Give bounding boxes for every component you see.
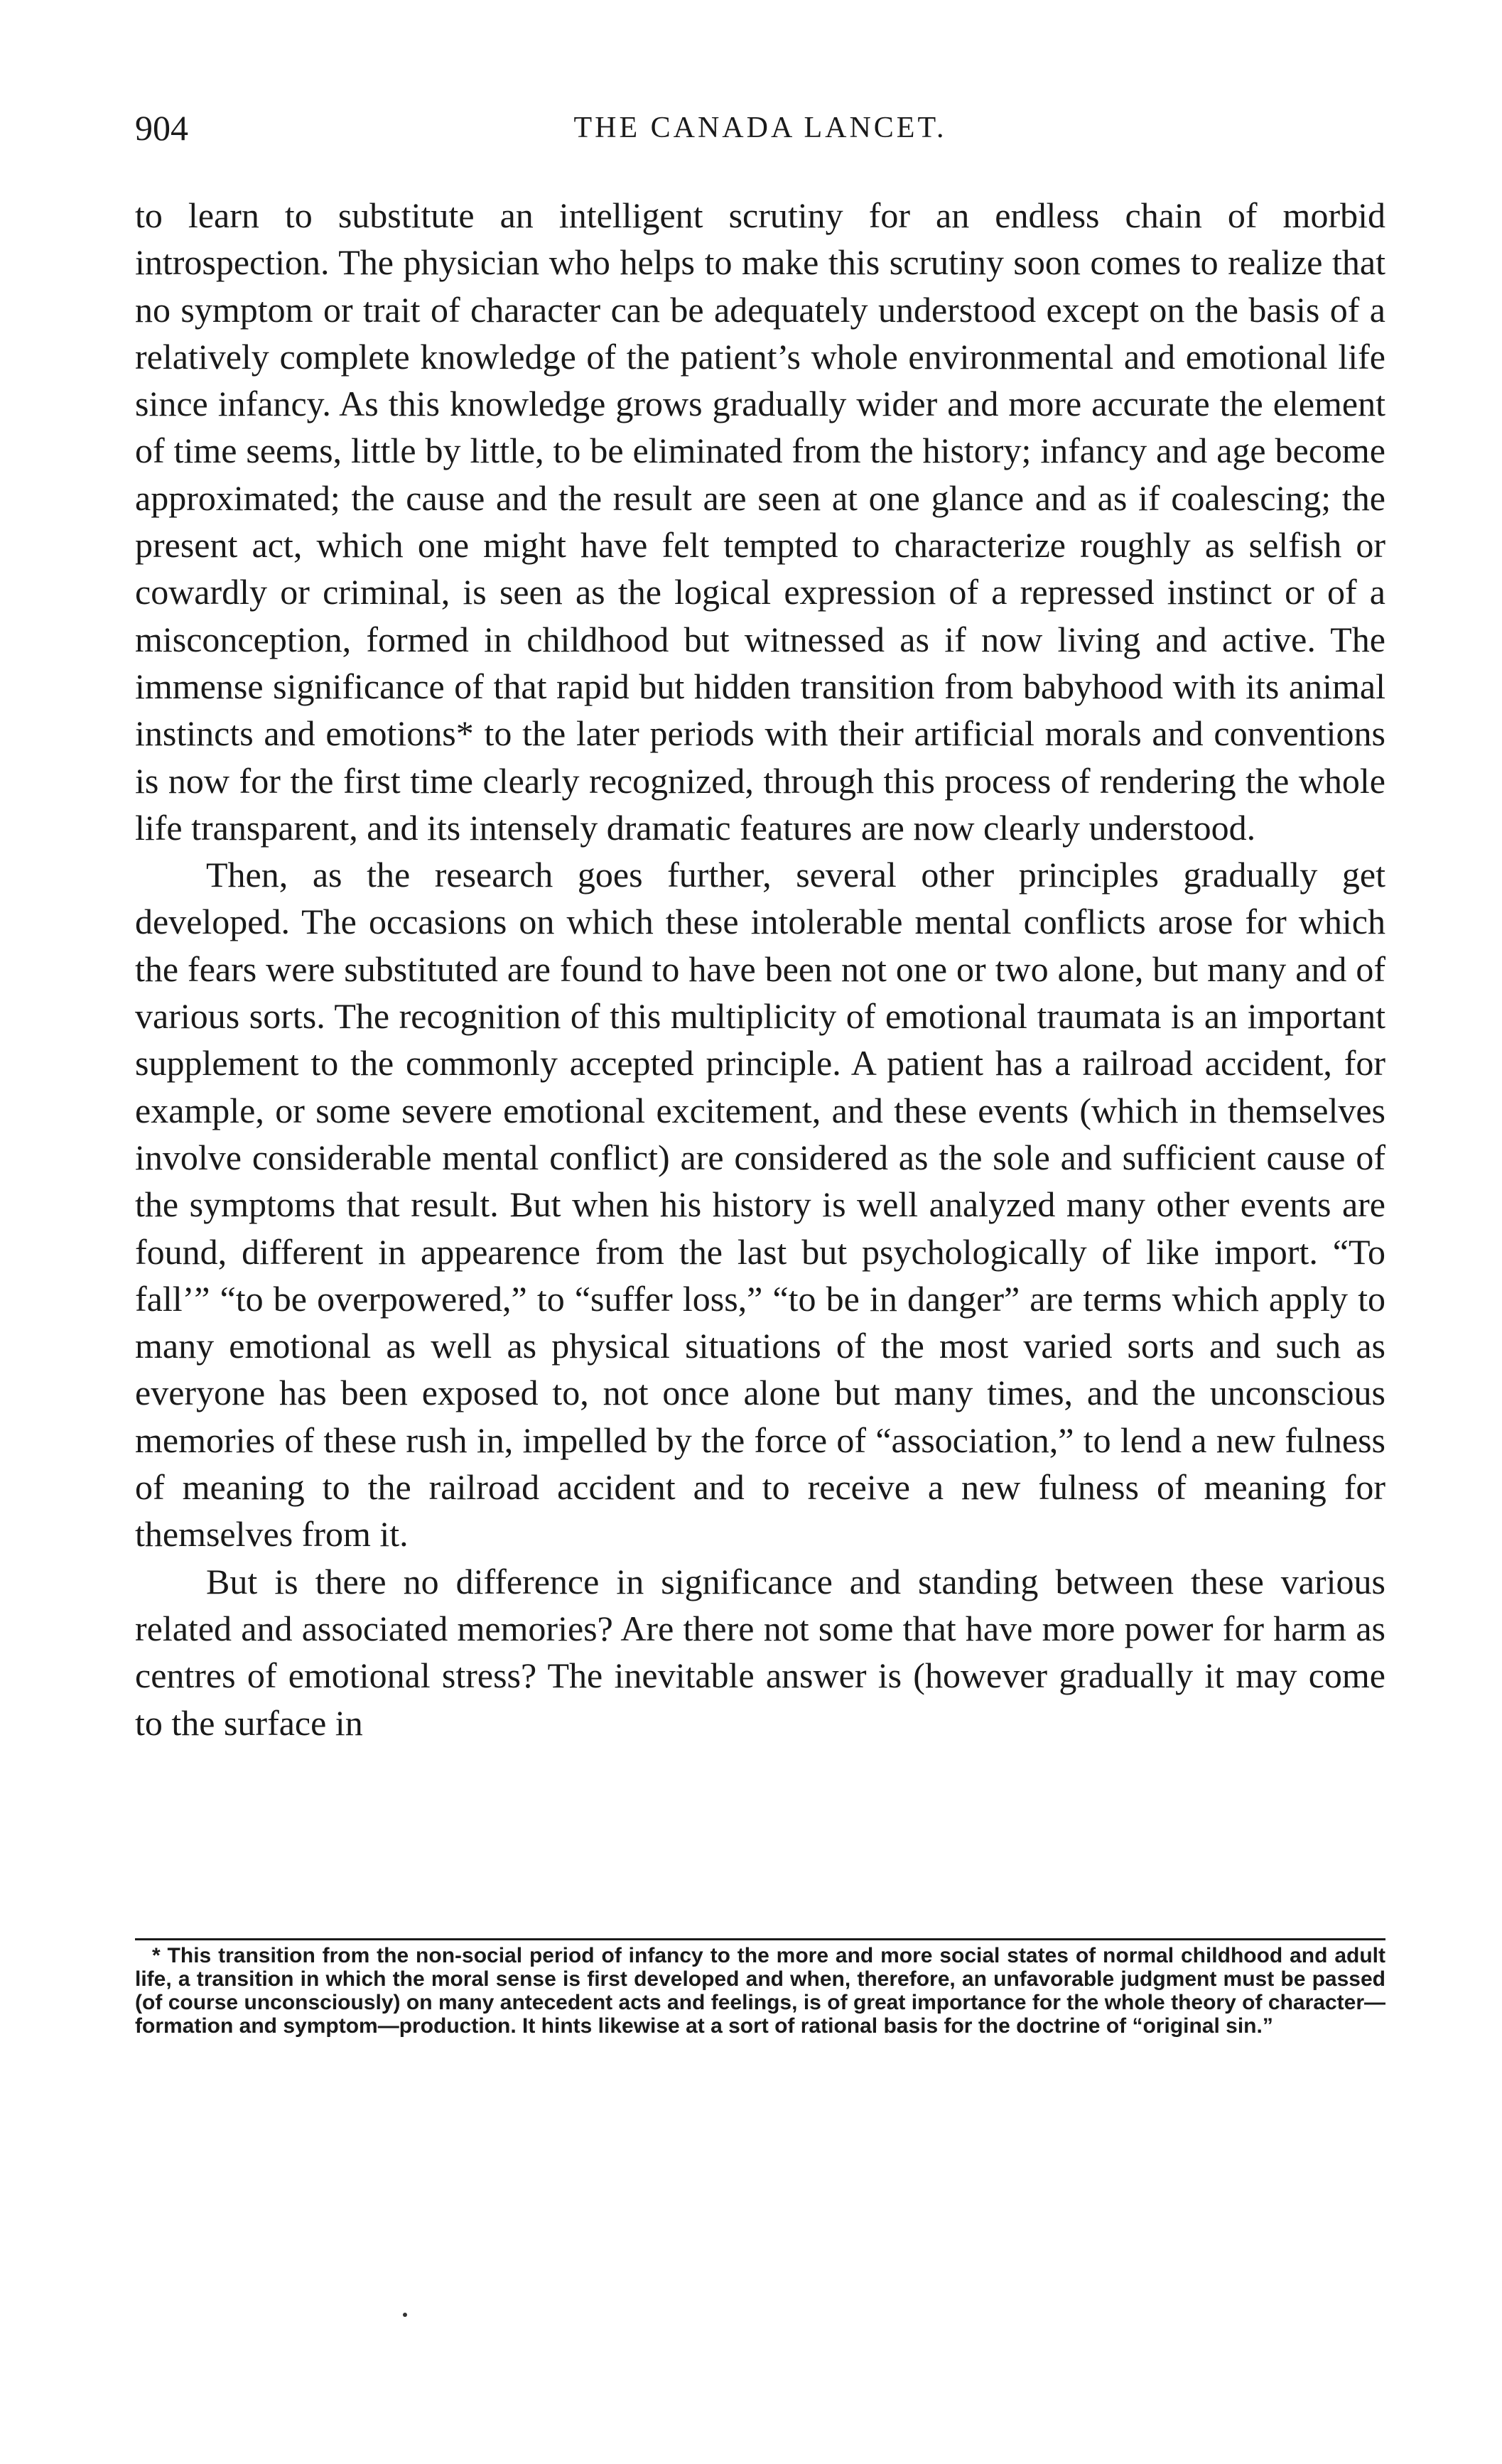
page-number: 904 xyxy=(135,108,188,148)
body-text xyxy=(135,192,1385,1746)
running-head: THE CANADA LANCET. xyxy=(573,112,947,144)
footnote-rule xyxy=(135,1938,1385,1940)
footnote xyxy=(135,1944,1385,2038)
page-header xyxy=(135,107,1385,149)
paragraph: But is there no difference in significance and standing between these various related and associated memories? Are there not some that have more power for harm as centres of emotional stress? The inevitable answer is (however gradually it may come to the surface in xyxy=(135,1561,1385,1743)
paragraph: Then, as the research goes further, several other principles gradually get developed. The occasions on which these intolerable mental conflicts arose for which the fears were substituted are found to have been not one or two alone, but many and of various sorts. The recognition of this multiplicity of emotional traumata is an important supplement to the commonly accepted principle. A patient has a railroad accident, for example, or some severe emotional excitement, and these events (which in themselves involve considerable mental conflict) are considered as the sole and sufficient cause of the symptoms that result. But when his history is well analyzed many other events are found, different in appearence from the last but psychologically of like import. “To fall’” “to be overpowered,” to “suffer loss,” “to be in danger” are terms which apply to many emotional as well as physical situations of the most varied sorts and such as everyone has been exposed to, not once alone but many times, and the unconscious memories of these rush in, impelled by the force of “association,” to lend a new fulness of meaning to the railroad accident and to receive a new fulness of meaning for themselves from it. xyxy=(135,855,1385,1555)
paragraph-continued: to learn to substitute an intelligent scrutiny for an endless chain of morbid introspection. The physician who helps to make this scrutiny soon comes to realize that no symptom or trait of character can be adequately understood except on the basis of a relatively complete knowledge of the patient’s whole environmental and emotional life since infancy. As this knowledge grows gradually wider and more accurate the element of time seems, little by little, to be eliminated from the history; infancy and age become approximated; the cause and the result are seen at one glance and as if coalescing; the present act, which one might have felt tempted to characterize roughly as selfish or cowardly or criminal, is seen as the logical expression of a repressed instinct or of a misconception, formed in childhood but witnessed as if now living and active. The immense significance of that rapid but hidden transition from babyhood with its animal instincts and emotions* to the later periods with their artificial morals and conventions is now for the first time clearly recognized, through this process of rendering the whole life transparent, and its intensely dramatic features are now clearly understood. xyxy=(135,195,1385,848)
footnote-text: * This transition from the non-social period of infancy to the more and more social states of normal childhood and adult life, a transition in which the moral sense is first developed and when, therefore, an unfavorable judgment must be passed (of course unconsciously) on many antecedent acts and feelings, is of great importance for the whole theory of character—formation and symptom—production. It hints likewise at a sort of rational basis for the doctrine of “original sin.” xyxy=(135,1944,1385,2038)
stray-mark xyxy=(403,2313,407,2317)
